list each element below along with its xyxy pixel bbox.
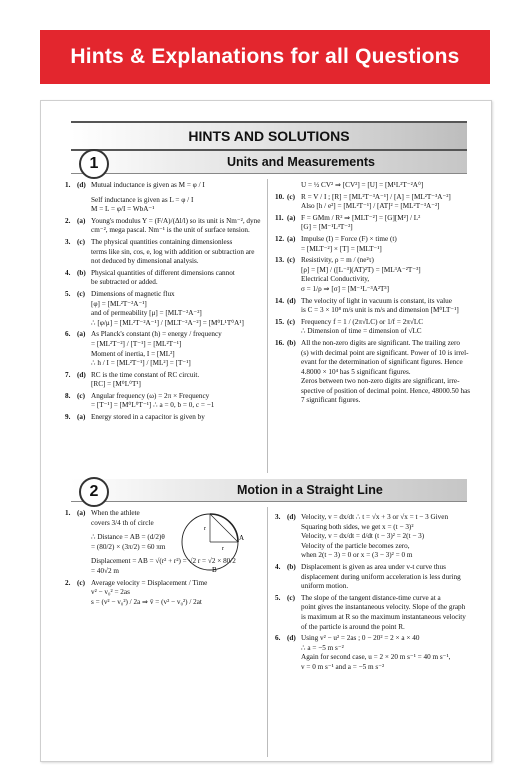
- chapter-1-title: Units and Measurements: [227, 155, 375, 169]
- solution-entry: [65, 290, 265, 328]
- solution-line: = [MLT⁻²] × [T] = [MLT⁻¹]: [301, 244, 382, 253]
- solution-line: As Planck's constant (h) = energy / frequency: [91, 330, 222, 339]
- solution-line: ∴ [φ/μ] = [ML²T⁻²A⁻¹] / [MLT⁻²A⁻²] = [M⁰L¹T⁰A¹]: [91, 318, 244, 327]
- banner-title: Hints & Explanations for all Questions: [70, 45, 460, 68]
- solution-line: be subtracted or added.: [91, 278, 158, 287]
- solution-option: (d): [77, 370, 86, 379]
- solution-line: (s) with decimal point are significant. Power of 10 is irrel-: [301, 348, 469, 357]
- solution-line: ∴ Dimension of time = dimension of √LC: [301, 327, 422, 336]
- solution-number: 4.: [275, 562, 281, 571]
- solution-number: 5.: [275, 593, 281, 602]
- solution-option: (c): [287, 256, 295, 265]
- solution-number: 6.: [275, 634, 281, 643]
- chapter-2-number: 2: [79, 477, 109, 507]
- solution-option: (a): [77, 413, 86, 422]
- solution-number: 12.: [275, 234, 284, 243]
- solution-line: RC is the time constant of RC circuit.: [91, 370, 200, 379]
- solution-line: evant for the determination of significant figures. Hence: [301, 358, 463, 367]
- solution-line: When the athlete: [91, 509, 140, 517]
- solution-option: (c): [77, 578, 85, 587]
- chapter-2-right-column: [275, 513, 481, 675]
- chapter-2-title: Motion in a Straight Line: [237, 483, 383, 497]
- column-divider-2: [267, 507, 268, 757]
- solution-line: displacement during uniform acceleration is less during: [301, 572, 461, 581]
- solution-number: 13.: [275, 256, 284, 265]
- solution-number: 4.: [65, 268, 71, 277]
- radius-label-1: r: [222, 546, 224, 552]
- solution-line: ∴ a = −5 m s⁻²: [301, 643, 344, 652]
- chapter-1-right-column: [275, 181, 481, 408]
- solution-option: (a): [77, 216, 86, 225]
- solution-line: Squaring both sides, we get x = (t − 3)²: [301, 522, 414, 531]
- solution-number: 2.: [65, 578, 71, 587]
- solution-line: s = (v² − v₀²) / 2a ⇒ v̄ = (v² − v₀²) / 2at: [91, 597, 202, 606]
- solution-entry: [275, 594, 481, 632]
- solution-entry: [65, 269, 265, 288]
- solution-line: U = ½ CV² ⇒ [CV²] = [U] = [M¹L²T⁻²A⁰]: [301, 181, 424, 189]
- solution-line: 7 significant figures.: [301, 396, 361, 405]
- solution-line: All the non-zero digits are significant. The trailing zero: [301, 338, 460, 347]
- solution-entry: [65, 413, 265, 423]
- solution-option: (c): [77, 237, 85, 246]
- solution-line: Average velocity = Displacement / Time: [91, 578, 208, 587]
- solution-line: point gives the instantaneous velocity. Slope of the graph: [301, 603, 466, 612]
- solution-option: (a): [77, 509, 86, 517]
- solution-entry: [65, 217, 265, 236]
- solution-line: and of permeability [μ] = [MLT⁻²A⁻²]: [91, 309, 202, 318]
- chapter-1-number: 1: [79, 149, 109, 179]
- solution-line: The physical quantities containing dimensionless: [91, 237, 233, 246]
- document-page: [40, 100, 492, 762]
- solution-line: F = GMm / R² ⇒ [MLT⁻²] = [G][M²] / L²: [301, 213, 421, 222]
- solution-number: 6.: [65, 330, 71, 339]
- solution-number: 14.: [275, 296, 284, 305]
- solution-number: 8.: [65, 391, 71, 400]
- solution-line: [φ] = [ML²T⁻²A⁻¹]: [91, 299, 147, 308]
- solution-line: v² − v₀² = 2as: [91, 588, 130, 597]
- solution-line: when 2(t − 3) = 0 or x = (3 − 3)² = 0 m: [301, 551, 413, 560]
- solution-entry: [65, 371, 265, 390]
- solution-option: (b): [287, 562, 296, 571]
- solution-option: (c): [77, 289, 85, 298]
- solution-entry: [65, 330, 265, 368]
- solution-line: is C = 3 × 10⁸ m/s unit is m/s and dimension [M⁰LT⁻¹]: [301, 306, 459, 315]
- solution-option: (a): [77, 330, 86, 339]
- solution-line: Young's modulus Y = (F/A)/(Δl/l) so its unit is Nm⁻², dyne: [91, 216, 261, 225]
- solution-line: spective of position of decimal point. Hence, 48000.50 has: [301, 386, 471, 395]
- solution-option: (c): [287, 593, 295, 602]
- solution-option: (b): [77, 268, 86, 277]
- solution-line: Impulse (I) = Force (F) × time (t): [301, 234, 397, 243]
- solution-entry: [65, 392, 265, 411]
- solution-line: 4.8000 × 10⁴ has 5 significant figures.: [301, 367, 411, 376]
- solution-line: Using v² − u² = 2as ; 0 − 20² = 2 × a × 40: [301, 634, 420, 643]
- solution-entry: [275, 181, 481, 191]
- solution-option: (d): [287, 513, 296, 521]
- solution-line: Zeros between two non-zero digits are significant, irre-: [301, 377, 460, 386]
- solution-number: 1.: [65, 509, 71, 517]
- solution-entry: [65, 181, 265, 215]
- solution-line: cm⁻², mega pascal. Nm⁻¹ is the unit of surface tension.: [91, 226, 250, 235]
- solution-entry: [275, 513, 481, 561]
- solution-entry: [275, 256, 481, 294]
- radius-label-2: r: [204, 526, 206, 532]
- solution-line: Physical quantities of different dimensions cannot: [91, 268, 235, 277]
- solution-number: 3.: [65, 237, 71, 246]
- solution-line: Again for second case, u = 2 × 20 m s⁻¹ = 40 m s⁻¹,: [301, 653, 451, 662]
- solution-entry: [275, 214, 481, 233]
- solution-option: (d): [287, 634, 296, 643]
- solution-entry: [275, 634, 481, 672]
- solution-number: 1.: [65, 181, 71, 189]
- solution-line: [G] = [M⁻¹L³T⁻²]: [301, 223, 353, 232]
- chapter-1-left-column: [65, 181, 265, 425]
- solution-line: M = L = φ/I = WbA⁻¹: [91, 205, 155, 214]
- solution-line: Resistivity, ρ = m / (ne²τ): [301, 256, 374, 265]
- solution-number: 11.: [275, 213, 284, 222]
- solution-entry: [275, 193, 481, 212]
- solution-line: Displacement = AB = √(r² + r²) = √2 r = √2 × 80/2: [91, 557, 236, 566]
- solution-line: Displacement is given as area under v-t curve thus: [301, 562, 446, 571]
- solution-option: (c): [287, 192, 295, 201]
- solution-option: (d): [77, 181, 86, 189]
- solution-number: 5.: [65, 289, 71, 298]
- solution-line: = (80/2) × (3π/2) = 60 πm: [91, 542, 166, 551]
- solution-line: The slope of the tangent distance-time curve at a: [301, 593, 441, 602]
- solution-line: Velocity of the particle becomes zero,: [301, 541, 410, 550]
- solution-line: Frequency f = 1 / (2π√LC) or 1/f = 2π√LC: [301, 317, 424, 326]
- solution-option: (d): [287, 296, 296, 305]
- hints-solutions-title: HINTS AND SOLUTIONS: [188, 128, 350, 144]
- solution-entry: [65, 579, 265, 608]
- solution-entry: [275, 235, 481, 254]
- header-banner: [40, 30, 490, 84]
- solution-number: 16.: [275, 338, 284, 347]
- solution-line: R = V / I ; [R] = [ML²T⁻³A⁻¹] / [A] = [ML²T⁻³A⁻²]: [301, 192, 451, 201]
- solution-line: = [ML²T⁻²] / [T⁻¹] = [ML²T⁻¹]: [91, 339, 182, 348]
- solution-line: Electrical Conductivity,: [301, 275, 370, 284]
- solution-option: (a): [287, 234, 296, 243]
- solution-line: The velocity of light in vacuum is constant, its value: [301, 296, 452, 305]
- solution-line: ∴ h / I = [ML²T⁻¹] / [ML²] = [T⁻¹]: [91, 359, 191, 368]
- solution-number: 10.: [275, 192, 284, 201]
- solution-line: σ = 1/ρ ⇒ [σ] = [M⁻¹L⁻³A²T³]: [301, 284, 389, 293]
- solution-line: = [T⁻¹] = [M⁰L⁰T⁻¹] ∴ a = 0, b = 0, c = −1: [91, 401, 215, 410]
- solution-line: uniform motion.: [301, 582, 349, 591]
- solution-line: [ρ] = [M] / ([L⁻³](AT)²T) = [ML³A⁻²T⁻³]: [301, 265, 421, 274]
- solution-option: (a): [287, 213, 296, 222]
- solution-line: Also [h / e²] = [ML²T⁻¹] / [AT]² = [ML²T⁻³A⁻²]: [301, 202, 440, 211]
- solution-line: Energy stored in a capacitor is given by: [91, 413, 205, 422]
- solution-line: not deduced by dimensional analysis.: [91, 257, 199, 266]
- solution-option: (b): [287, 338, 296, 347]
- solution-number: 3.: [275, 513, 281, 521]
- solution-line: is maximum at R so the maximum instantaneous velocity: [301, 612, 466, 621]
- point-b-label: B: [212, 566, 217, 574]
- solution-line: Angular frequency (ω) = 2π × Frequency: [91, 391, 210, 400]
- solution-line: ∴ Distance = AB = (d/2)θ: [91, 533, 165, 542]
- solution-number: 2.: [65, 216, 71, 225]
- solution-line: Self inductance is given as L = φ / I: [91, 195, 194, 204]
- point-a-label: A: [239, 534, 245, 542]
- solution-entry: [275, 318, 481, 337]
- solution-line: = 40√2 m: [91, 566, 119, 575]
- solution-entry: [275, 563, 481, 592]
- solution-line: terms like sin, cos, e, log with addition or subtraction are: [91, 247, 255, 256]
- solution-line: Moment of inertia, I = [ML²]: [91, 349, 175, 358]
- circle-track-figure: [176, 506, 246, 576]
- solution-line: covers 3/4 th of circle: [91, 518, 154, 527]
- solution-line: of the particle is around the point R.: [301, 622, 405, 631]
- solution-entry: [275, 297, 481, 316]
- solution-number: 9.: [65, 413, 71, 422]
- column-divider: [267, 179, 268, 473]
- hints-solutions-header: [71, 121, 467, 151]
- solution-line: [RC] = [M⁰L⁰T¹]: [91, 380, 141, 389]
- solution-line: Mutual inductance is given as M = φ / I: [91, 181, 205, 189]
- solution-line: v = 0 m s⁻¹ and a = −5 m s⁻²: [301, 662, 385, 671]
- solution-line: Velocity, v = dx/dt = d/dt (t − 3)² = 2(t − 3): [301, 532, 425, 541]
- solution-line: Dimensions of magnetic flux: [91, 289, 175, 298]
- solution-entry: [65, 238, 265, 267]
- solution-number: 15.: [275, 317, 284, 326]
- solution-option: (c): [77, 391, 85, 400]
- solution-number: 7.: [65, 370, 71, 379]
- solution-entry: [275, 339, 481, 406]
- solution-line: Velocity, v = dx/dt ∴ t = √x + 3 or √x = t − 3 Given: [301, 513, 449, 521]
- solution-option: (c): [287, 317, 295, 326]
